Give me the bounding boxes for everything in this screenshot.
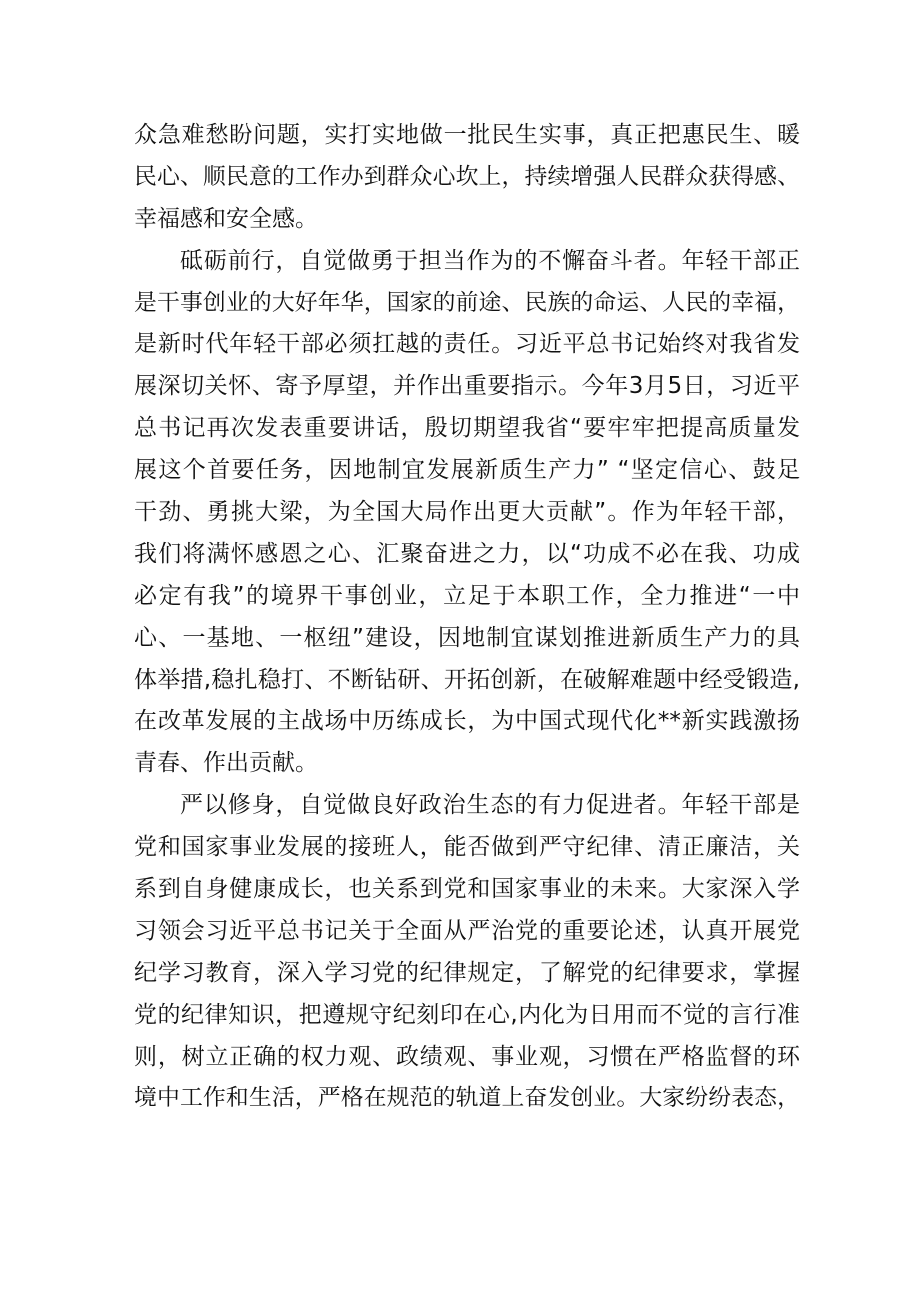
- paragraph-start-line: 严以修身，自觉做良好政治生态的有力促进者。年轻干部是: [180, 792, 800, 819]
- text-line: 我们将满怀感恩之心、汇聚奋进之力，以“功成不必在我、功成: [134, 540, 800, 567]
- text-line: 纪学习教育，深入学习党的纪律规定，了解党的纪律要求，掌握: [134, 959, 800, 986]
- text-line: 民心、顺民意的工作办到群众心坎上，持续增强人民群众获得感、: [134, 163, 800, 190]
- text-line: 是新时代年轻干部必须扛越的责任。习近平总书记始终对我省发: [134, 331, 800, 358]
- text-line: 干劲、勇挑大梁，为全国大局作出更大贡献”。作为年轻干部，: [134, 499, 800, 526]
- text-line: 系到自身健康成长，也关系到党和国家事业的未来。大家深入学: [134, 876, 800, 903]
- text-line: 则，树立正确的权力观、政绩观、事业观，习惯在严格监督的环: [134, 1043, 800, 1070]
- document-body: [134, 115, 800, 1120]
- text-line: 习领会习近平总书记关于全面从严治党的重要论述，认真开展党: [134, 917, 800, 944]
- text-line: 众急难愁盼问题，实打实地做一批民生实事，真正把惠民生、暖: [134, 122, 800, 148]
- text-line: 总书记再次发表重要讲话，殷切期望我省“要牢牢把提高质量发: [134, 415, 800, 442]
- text-line: 在改革发展的主战场中历练成长，为中国式现代化**新实践激扬: [134, 708, 800, 735]
- text-line: 展这个首要任务，因地制宜发展新质生产力” “坚定信心、鼓足: [134, 457, 800, 484]
- text-line: 党的纪律知识，把遵规守纪刻印在心,内化为日用而不觉的言行准: [134, 1001, 800, 1028]
- text-line: 是干事创业的大好年华，国家的前途、民族的命运、人民的幸福，: [134, 289, 800, 316]
- text-line: 境中工作和生活，严格在规范的轨道上奋发创业。大家纷纷表态，: [134, 1085, 800, 1112]
- text-line: 展深切关怀、寄予厚望，并作出重要指示。今年3月5日，习近平: [134, 373, 800, 400]
- paragraph-start-line: 砥砺前行，自觉做勇于担当作为的不懈奋斗者。年轻干部正: [180, 247, 800, 274]
- text-line: 必定有我”的境界干事创业，立足于本职工作，全力推进“一中: [134, 582, 800, 609]
- text-line: 心、一基地、一枢纽”建设，因地制宜谋划推进新质生产力的具: [134, 624, 800, 651]
- text-line: 党和国家事业发展的接班人，能否做到严守纪律、清正廉洁，关: [134, 834, 800, 861]
- text-line: 体举措,稳扎稳打、不断钻研、开拓创新，在破解难题中经受锻造,: [134, 666, 800, 693]
- text-line: 青春、作出贡献。: [134, 750, 318, 777]
- text-line: 幸福感和安全感。: [134, 205, 318, 232]
